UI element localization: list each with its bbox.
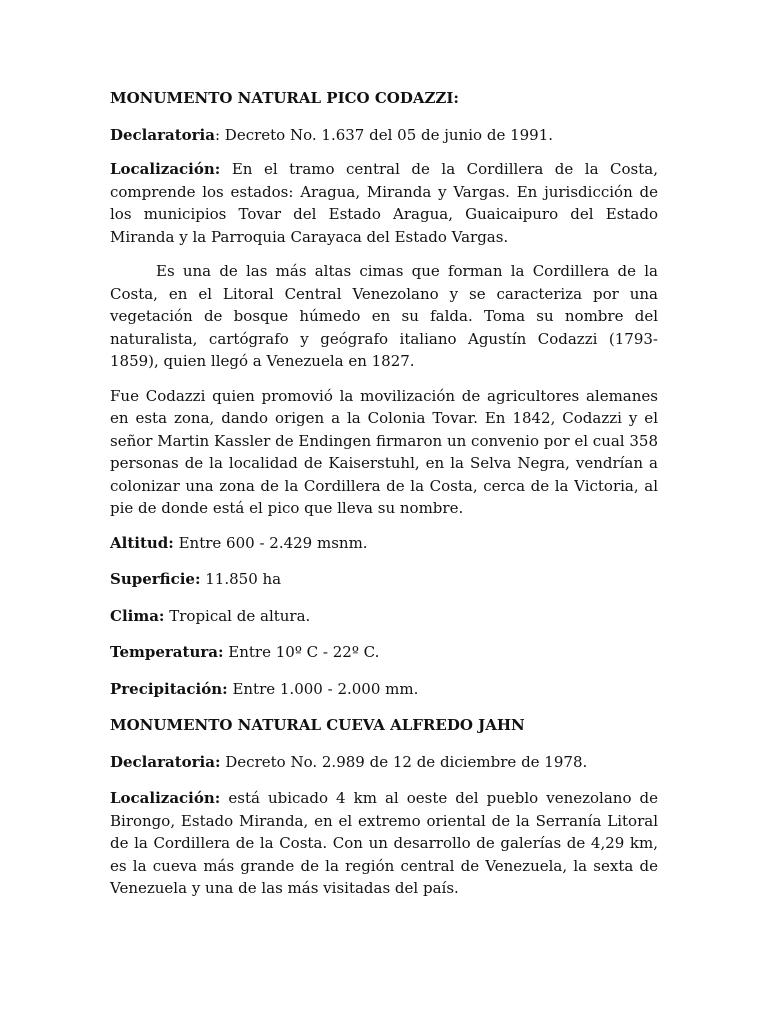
precipitacion-field — [110, 678, 658, 701]
altitud-label: Altitud: — [110, 533, 174, 552]
declaratoria-value: Decreto No. 2.989 de 12 de diciembre de 1978. — [220, 752, 588, 771]
document-page — [110, 87, 658, 912]
section2-localizacion — [110, 787, 658, 900]
temperatura-value: Entre 10º C - 22º C. — [223, 643, 380, 661]
localizacion-value: En el tramo central de la Cordillera de la Costa, comprende los estados: Aragua, Miranda y Vargas. En jurisdicción de los municipios Tovar del Estado Aragua, Guaicaipuro del Estado Miranda y la Parroquia Carayaca del Estado Vargas. — [110, 160, 658, 246]
altitud-field — [110, 532, 658, 555]
localizacion-label: Localización: — [110, 789, 221, 807]
superficie-value: 11.850 ha — [200, 570, 282, 588]
section1-localizacion — [110, 158, 658, 248]
precipitacion-label: Precipitación: — [110, 679, 228, 698]
altitud-value: Entre 600 - 2.429 msnm. — [173, 533, 368, 552]
temperatura-field — [110, 641, 658, 664]
declaratoria-value: : Decreto No. 1.637 del 05 de junio de 1991. — [214, 125, 554, 144]
section1-paragraph-1: Es una de las más altas cimas que forman la Cordillera de la Costa, en el Litoral Central Venezolano y se caracteriza por una vegetación de bosque húmedo en su falda. Toma su nombre del naturalista, cartógrafo y geógrafo italiano Agustín Codazzi (1793-1859), quien llegó a Venezuela en 1827. — [110, 262, 658, 370]
localizacion-label: Localización: — [110, 160, 221, 178]
localizacion-value: está ubicado 4 km al oeste del pueblo venezolano de Birongo, Estado Miranda, en el extremo oriental de la Serranía Litoral de la Cordillera de la Costa. Con un desarrollo de galerías de 4,29 km, es la cueva más grande de la región central de Venezuela, la sexta de Venezuela y una de las más visitadas del país. — [110, 789, 658, 897]
section1-title: MONUMENTO NATURAL PICO CODAZZI: — [110, 89, 459, 107]
superficie-field — [110, 568, 658, 591]
declaratoria-label: Declaratoria — [110, 125, 215, 144]
section1-paragraph-2: Fue Codazzi quien promovió la movilización de agricultores alemanes en esta zona, dando origen a la Colonia Tovar. En 1842, Codazzi y el señor Martin Kassler de Endingen firmaron un convenio por el cual 358 personas de la localidad de Kaiserstuhl, en la Selva Negra, vendrían a colonizar una zona de la Cordillera de la Costa, cerca de la Victoria, al pie de donde está el pico que lleva su nombre. — [110, 386, 658, 517]
declaratoria-label: Declaratoria: — [110, 752, 221, 771]
temperatura-label: Temperatura: — [110, 643, 224, 661]
section2-declaratoria — [110, 751, 658, 774]
clima-label: Clima: — [110, 606, 165, 625]
clima-value: Tropical de altura. — [164, 606, 311, 625]
superficie-label: Superficie: — [110, 570, 201, 588]
section2-title: MONUMENTO NATURAL CUEVA ALFREDO JAHN — [110, 716, 525, 734]
section1-declaratoria — [110, 124, 658, 147]
precipitacion-value: Entre 1.000 - 2.000 mm. — [227, 679, 419, 698]
clima-field — [110, 605, 658, 628]
